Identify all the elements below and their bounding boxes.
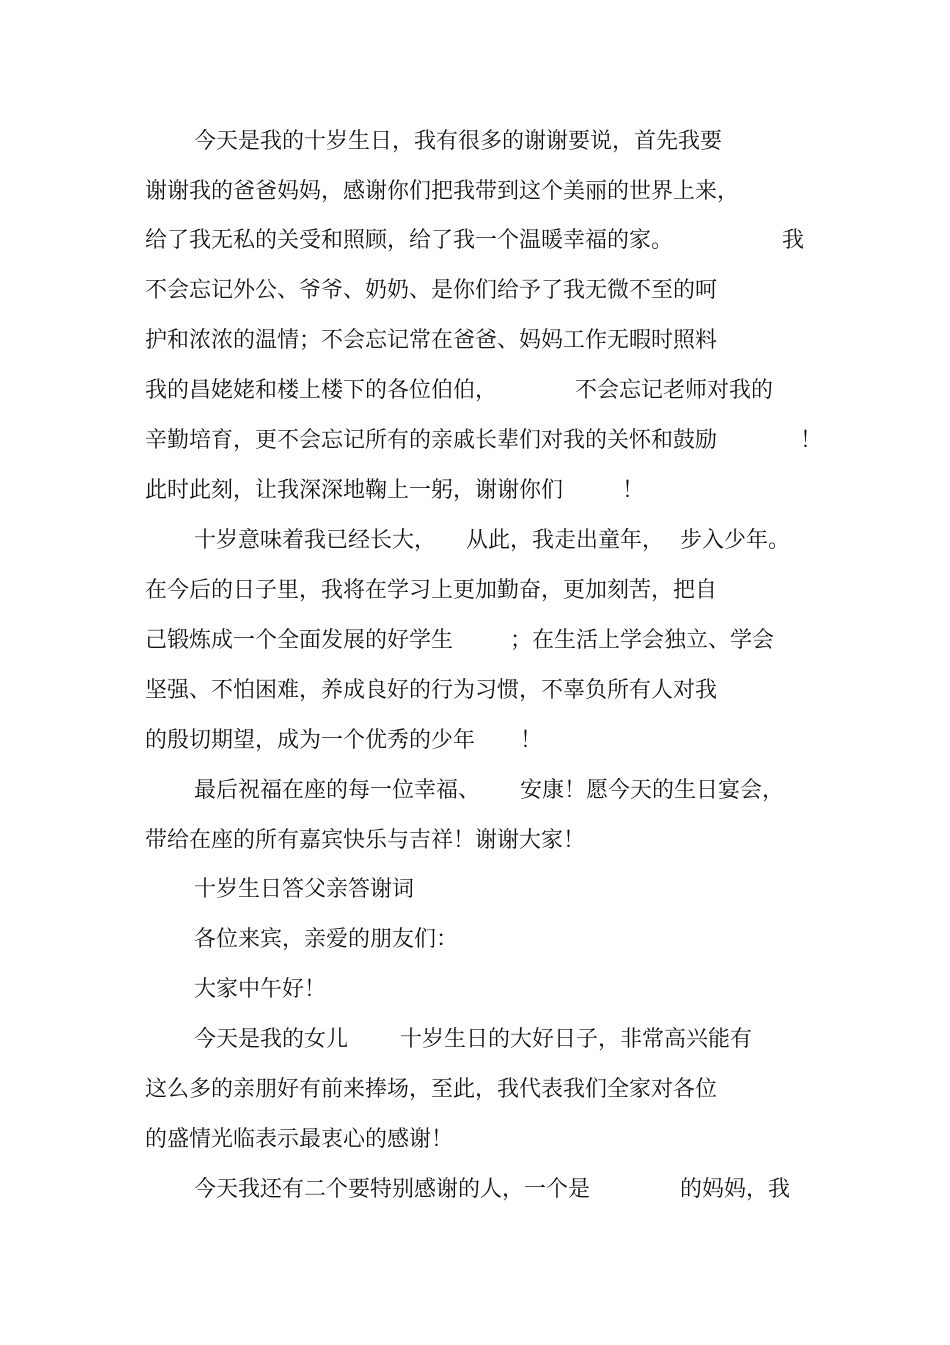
text-line: 十岁意味着我已经长大， <box>194 528 437 553</box>
text-line: 不会忘记老师对我的 <box>575 378 774 403</box>
text-line: 的妈妈，我 <box>680 1177 791 1202</box>
section-heading: 十岁生日答父亲答谢词 <box>194 877 415 902</box>
text-line: 带给在座的所有嘉宾快乐与吉祥！谢谢大家！ <box>145 828 586 853</box>
text-line: 今天我还有二个要特别感谢的人，一个是 <box>194 1177 591 1202</box>
text-line: 坚强、不怕困难，养成良好的行为习惯，不辜负所有人对我 <box>145 678 718 703</box>
text-line: 步入少年。 <box>680 528 791 553</box>
text-line: 的殷切期望，成为一个优秀的少年 <box>145 728 476 753</box>
text-line: 我 <box>782 228 805 253</box>
text-line: ！ <box>520 728 543 753</box>
text-line: 此时此刻，让我深深地鞠上一躬，谢谢你们 <box>145 478 564 503</box>
text-line: ；在生活上学会独立、学会 <box>510 628 775 653</box>
text-line: 最后祝福在座的每一位幸福、 <box>194 778 481 803</box>
text-line: 安康！愿今天的生日宴会， <box>520 778 785 803</box>
text-line: 今天是我的十岁生日，我有很多的谢谢要说，首先我要 <box>194 129 723 154</box>
text-line: 辛勤培育，更不会忘记所有的亲戚长辈们对我的关怀和鼓励 <box>145 428 718 453</box>
text-line: ！ <box>800 428 823 453</box>
text-line: 从此，我走出童年， <box>466 528 665 553</box>
text-line: 护和浓浓的温情；不会忘记常在爸爸、妈妈工作无暇时照料 <box>145 328 718 353</box>
text-line: 我的昌姥姥和楼上楼下的各位伯伯， <box>145 378 498 403</box>
text-line: 各位来宾，亲爱的朋友们： <box>194 927 459 952</box>
text-line: 大家中午好！ <box>194 977 327 1002</box>
text-line: 的盛情光临表示最衷心的感谢！ <box>145 1127 454 1152</box>
text-line: 今天是我的女儿 <box>194 1027 349 1052</box>
text-line: 这么多的亲朋好有前来捧场，至此，我代表我们全家对各位 <box>145 1077 718 1102</box>
text-line: 谢谢我的爸爸妈妈，感谢你们把我带到这个美丽的世界上来， <box>145 179 740 204</box>
text-line: ！ <box>622 478 645 503</box>
text-line: 不会忘记外公、爷爷、奶奶、是你们给予了我无微不至的呵 <box>145 278 718 303</box>
text-line: 给了我无私的关受和照顾，给了我一个温暖幸福的家。 <box>145 228 674 253</box>
text-line: 己锻炼成一个全面发展的好学生 <box>145 628 454 653</box>
text-line: 在今后的日子里，我将在学习上更加勤奋，更加刻苦，把自 <box>145 578 718 603</box>
text-line: 十岁生日的大好日子，非常高兴能有 <box>400 1027 753 1052</box>
